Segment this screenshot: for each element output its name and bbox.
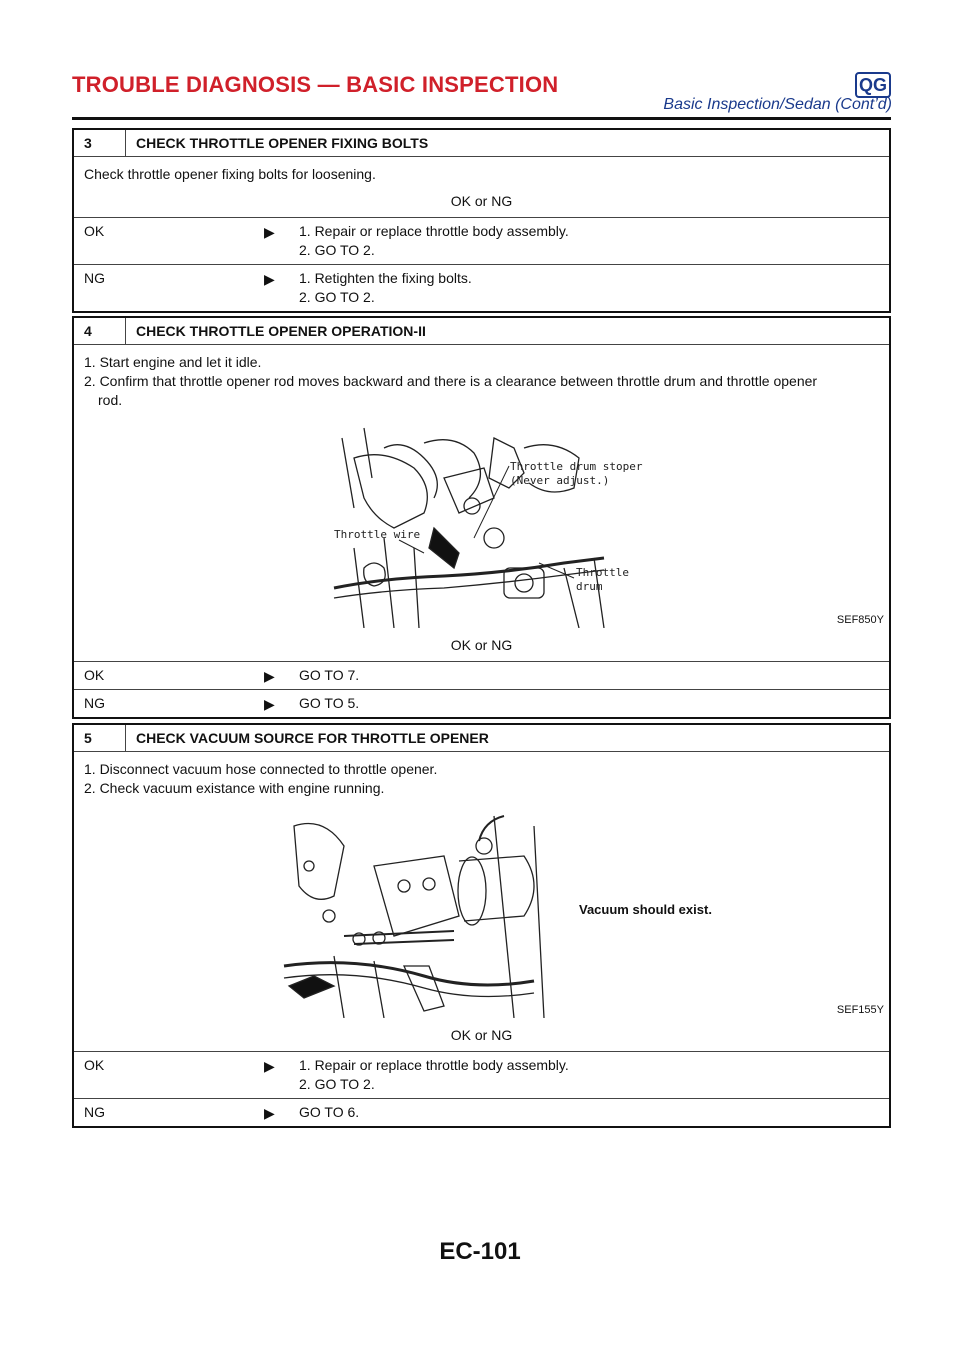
right-triangle-icon: ▶ (264, 1105, 275, 1121)
result-action: 1. Retighten the fixing bolts. (299, 270, 472, 286)
result-row-ok (74, 661, 889, 689)
description-line: Check throttle opener fixing bolts for loosening. (84, 166, 376, 182)
result-action: 1. Repair or replace throttle body assembly. (299, 1057, 569, 1073)
ok-or-ng-label: OK or NG (450, 1027, 513, 1043)
result-label: NG (84, 270, 105, 286)
section-badge: QG (855, 72, 891, 98)
description-line: 1. Start engine and let it idle. (84, 354, 262, 370)
figure-label: Throttle drum stoper (510, 460, 643, 473)
figure-code: SEF155Y (836, 1004, 884, 1016)
description-line: rod. (98, 392, 123, 408)
figure-labels (324, 418, 684, 628)
description-line: 1. Disconnect vacuum hose connected to throttle opener. (84, 761, 438, 777)
right-triangle-icon: ▶ (264, 668, 275, 684)
result-action: 2. GO TO 2. (299, 1076, 375, 1092)
right-triangle-icon: ▶ (264, 1058, 275, 1074)
figure-label: (Never adjust.) (510, 474, 610, 487)
result-row-ok (74, 217, 889, 264)
result-action: 2. GO TO 2. (299, 242, 375, 258)
header-divider (72, 117, 891, 120)
vacuum-note: Vacuum should exist. (579, 902, 712, 917)
step-number: 5 (74, 725, 126, 751)
result-action: GO TO 7. (299, 667, 360, 683)
result-action: GO TO 5. (299, 695, 360, 711)
step-description (74, 344, 889, 661)
step-title-row (74, 725, 889, 751)
description-line: 2. Confirm that throttle opener rod moves backward and there is a clearance between throttle drum and throttle opener (84, 373, 818, 389)
right-triangle-icon: ▶ (264, 696, 275, 712)
figure-label: Throttle wire (334, 528, 421, 541)
ok-or-ng-label: OK or NG (450, 637, 513, 653)
result-action: 2. GO TO 2. (299, 289, 375, 305)
vacuum-figure (274, 806, 884, 1018)
result-row-ng (74, 264, 889, 311)
step-title: CHECK THROTTLE OPENER FIXING BOLTS (136, 135, 429, 151)
throttle-drum-figure (324, 418, 884, 628)
step-title-row (74, 130, 889, 156)
step-title-row (74, 318, 889, 344)
result-label: NG (84, 695, 105, 711)
result-row-ng (74, 689, 889, 717)
right-triangle-icon: ▶ (264, 271, 275, 287)
figure-label: drum (576, 580, 603, 593)
step-number: 4 (74, 318, 126, 344)
result-label: NG (84, 1104, 105, 1120)
result-row-ok (74, 1051, 889, 1098)
ok-or-ng-label: OK or NG (450, 193, 513, 209)
figure-code: SEF850Y (836, 614, 884, 626)
step-4-block (72, 316, 891, 719)
step-title: CHECK THROTTLE OPENER OPERATION-II (136, 323, 426, 339)
result-action: 1. Repair or replace throttle body assembly. (299, 223, 569, 239)
result-action: GO TO 6. (299, 1104, 360, 1120)
result-label: OK (84, 1057, 105, 1073)
page-title: TROUBLE DIAGNOSIS — BASIC INSPECTION (72, 72, 559, 97)
figure-label: Throttle (576, 566, 629, 579)
step-3-block (72, 128, 891, 313)
step-title: CHECK VACUUM SOURCE FOR THROTTLE OPENER (136, 730, 489, 746)
result-label: OK (84, 223, 105, 239)
step-number: 3 (74, 130, 126, 156)
step-description (74, 751, 889, 1051)
result-row-ng (74, 1098, 889, 1126)
right-triangle-icon: ▶ (264, 224, 275, 240)
step-5-block (72, 723, 891, 1128)
page-subtitle: Basic Inspection/Sedan (Cont’d) (663, 96, 892, 113)
step-description (74, 156, 889, 217)
vacuum-illustration (274, 806, 564, 1018)
description-line: 2. Check vacuum existance with engine running. (84, 780, 385, 796)
result-label: OK (84, 667, 105, 683)
page-number: EC-101 (439, 1238, 521, 1265)
